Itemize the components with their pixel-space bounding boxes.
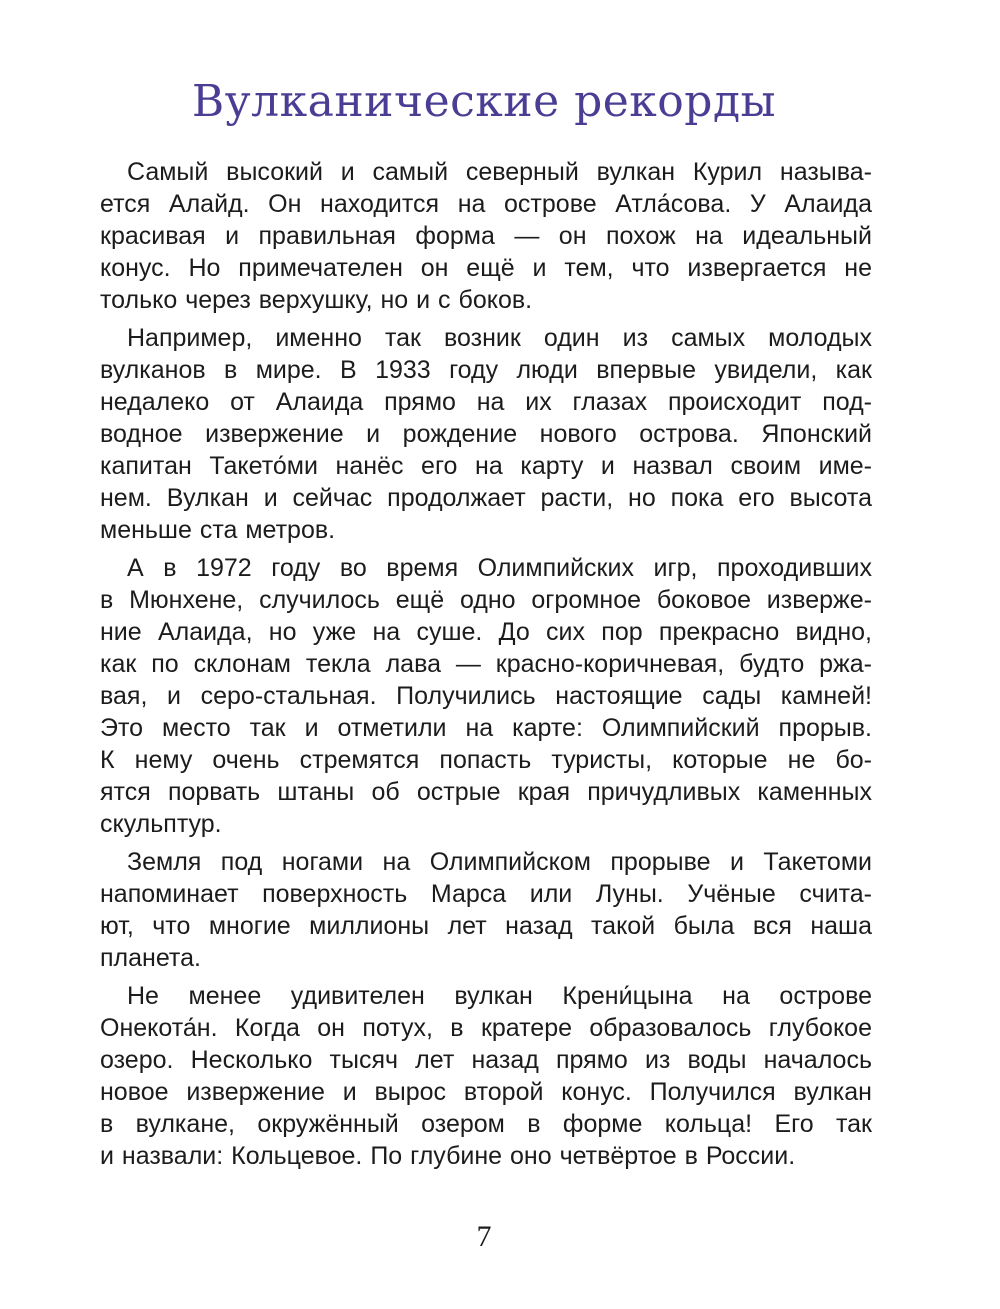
body-text [100, 156, 872, 1178]
text-line: капитан Такето́ми нанёс его на карту и назвал своим име- [100, 452, 872, 480]
text-line: ется Алайд. Он находится на острове Атла́сова. У Алаида [100, 190, 872, 218]
paragraph-5 [100, 980, 872, 1172]
text-line: Земля под ногами на Олимпийском прорыве и Такетоми [127, 848, 872, 876]
text-line: А в 1972 году во время Олимпийских игр, проходивших [127, 554, 872, 582]
page-number: 7 [476, 1220, 492, 1253]
text-line: Онекота́н. Когда он потух, в кратере образовалось глубокое [100, 1014, 872, 1042]
page-title: Вулканические рекорды [191, 76, 777, 127]
text-line: ют, что многие миллионы лет назад такой была вся наша [100, 912, 872, 940]
text-line: в вулкане, окружённый озером в форме кольца! Его так [100, 1110, 872, 1138]
text-line: Не менее удивителен вулкан Крени́цына на острове [127, 982, 872, 1010]
paragraph-3 [100, 552, 872, 840]
text-line: красивая и правильная форма — он похож на идеальный [100, 222, 872, 250]
text-line: вая, и серо-стальная. Получились настоящие сады камней! [100, 682, 872, 710]
text-line: водное извержение и рождение нового острова. Японский [100, 420, 872, 448]
text-line: ятся порвать штаны об острые края причудливых каменных [100, 778, 872, 806]
text-line: К нему очень стремятся попасть туристы, которые не бо- [100, 746, 872, 774]
paragraph-2 [100, 322, 872, 546]
text-line: ние Алаида, но уже на суше. До сих пор прекрасно видно, [100, 618, 872, 646]
text-line: скульптур. [100, 810, 222, 838]
text-line: планета. [100, 944, 201, 972]
text-line: Это место так и отметили на карте: Олимпийский прорыв. [100, 714, 872, 742]
text-line: конус. Но примечателен он ещё и тем, что извергается не [100, 254, 872, 282]
text-line: недалеко от Алаида прямо на их глазах происходит под- [100, 388, 872, 416]
paragraph-1 [100, 156, 872, 316]
text-line: в Мюнхене, случилось ещё одно огромное боковое изверже- [100, 586, 872, 614]
text-line: нем. Вулкан и сейчас продолжает расти, но пока его высота [100, 484, 872, 512]
text-line: как по склонам текла лава — красно-коричневая, будто ржа- [100, 650, 872, 678]
text-line: Самый высокий и самый северный вулкан Курил называ- [127, 158, 872, 186]
text-line: новое извержение и вырос второй конус. Получился вулкан [100, 1078, 872, 1106]
text-line: напоминает поверхность Марса или Луны. Учёные счита- [100, 880, 872, 908]
text-line: меньше ста метров. [100, 516, 336, 544]
text-line: вулканов в мире. В 1933 году люди впервые увидели, как [100, 356, 872, 384]
text-line: только через верхушку, но и с боков. [100, 286, 533, 314]
text-line: и назвали: Кольцевое. По глубине оно четвёртое в России. [100, 1142, 796, 1170]
paragraph-4 [100, 846, 872, 974]
text-line: Например, именно так возник один из самых молодых [127, 324, 872, 352]
text-line: озеро. Несколько тысяч лет назад прямо из воды началось [100, 1046, 872, 1074]
